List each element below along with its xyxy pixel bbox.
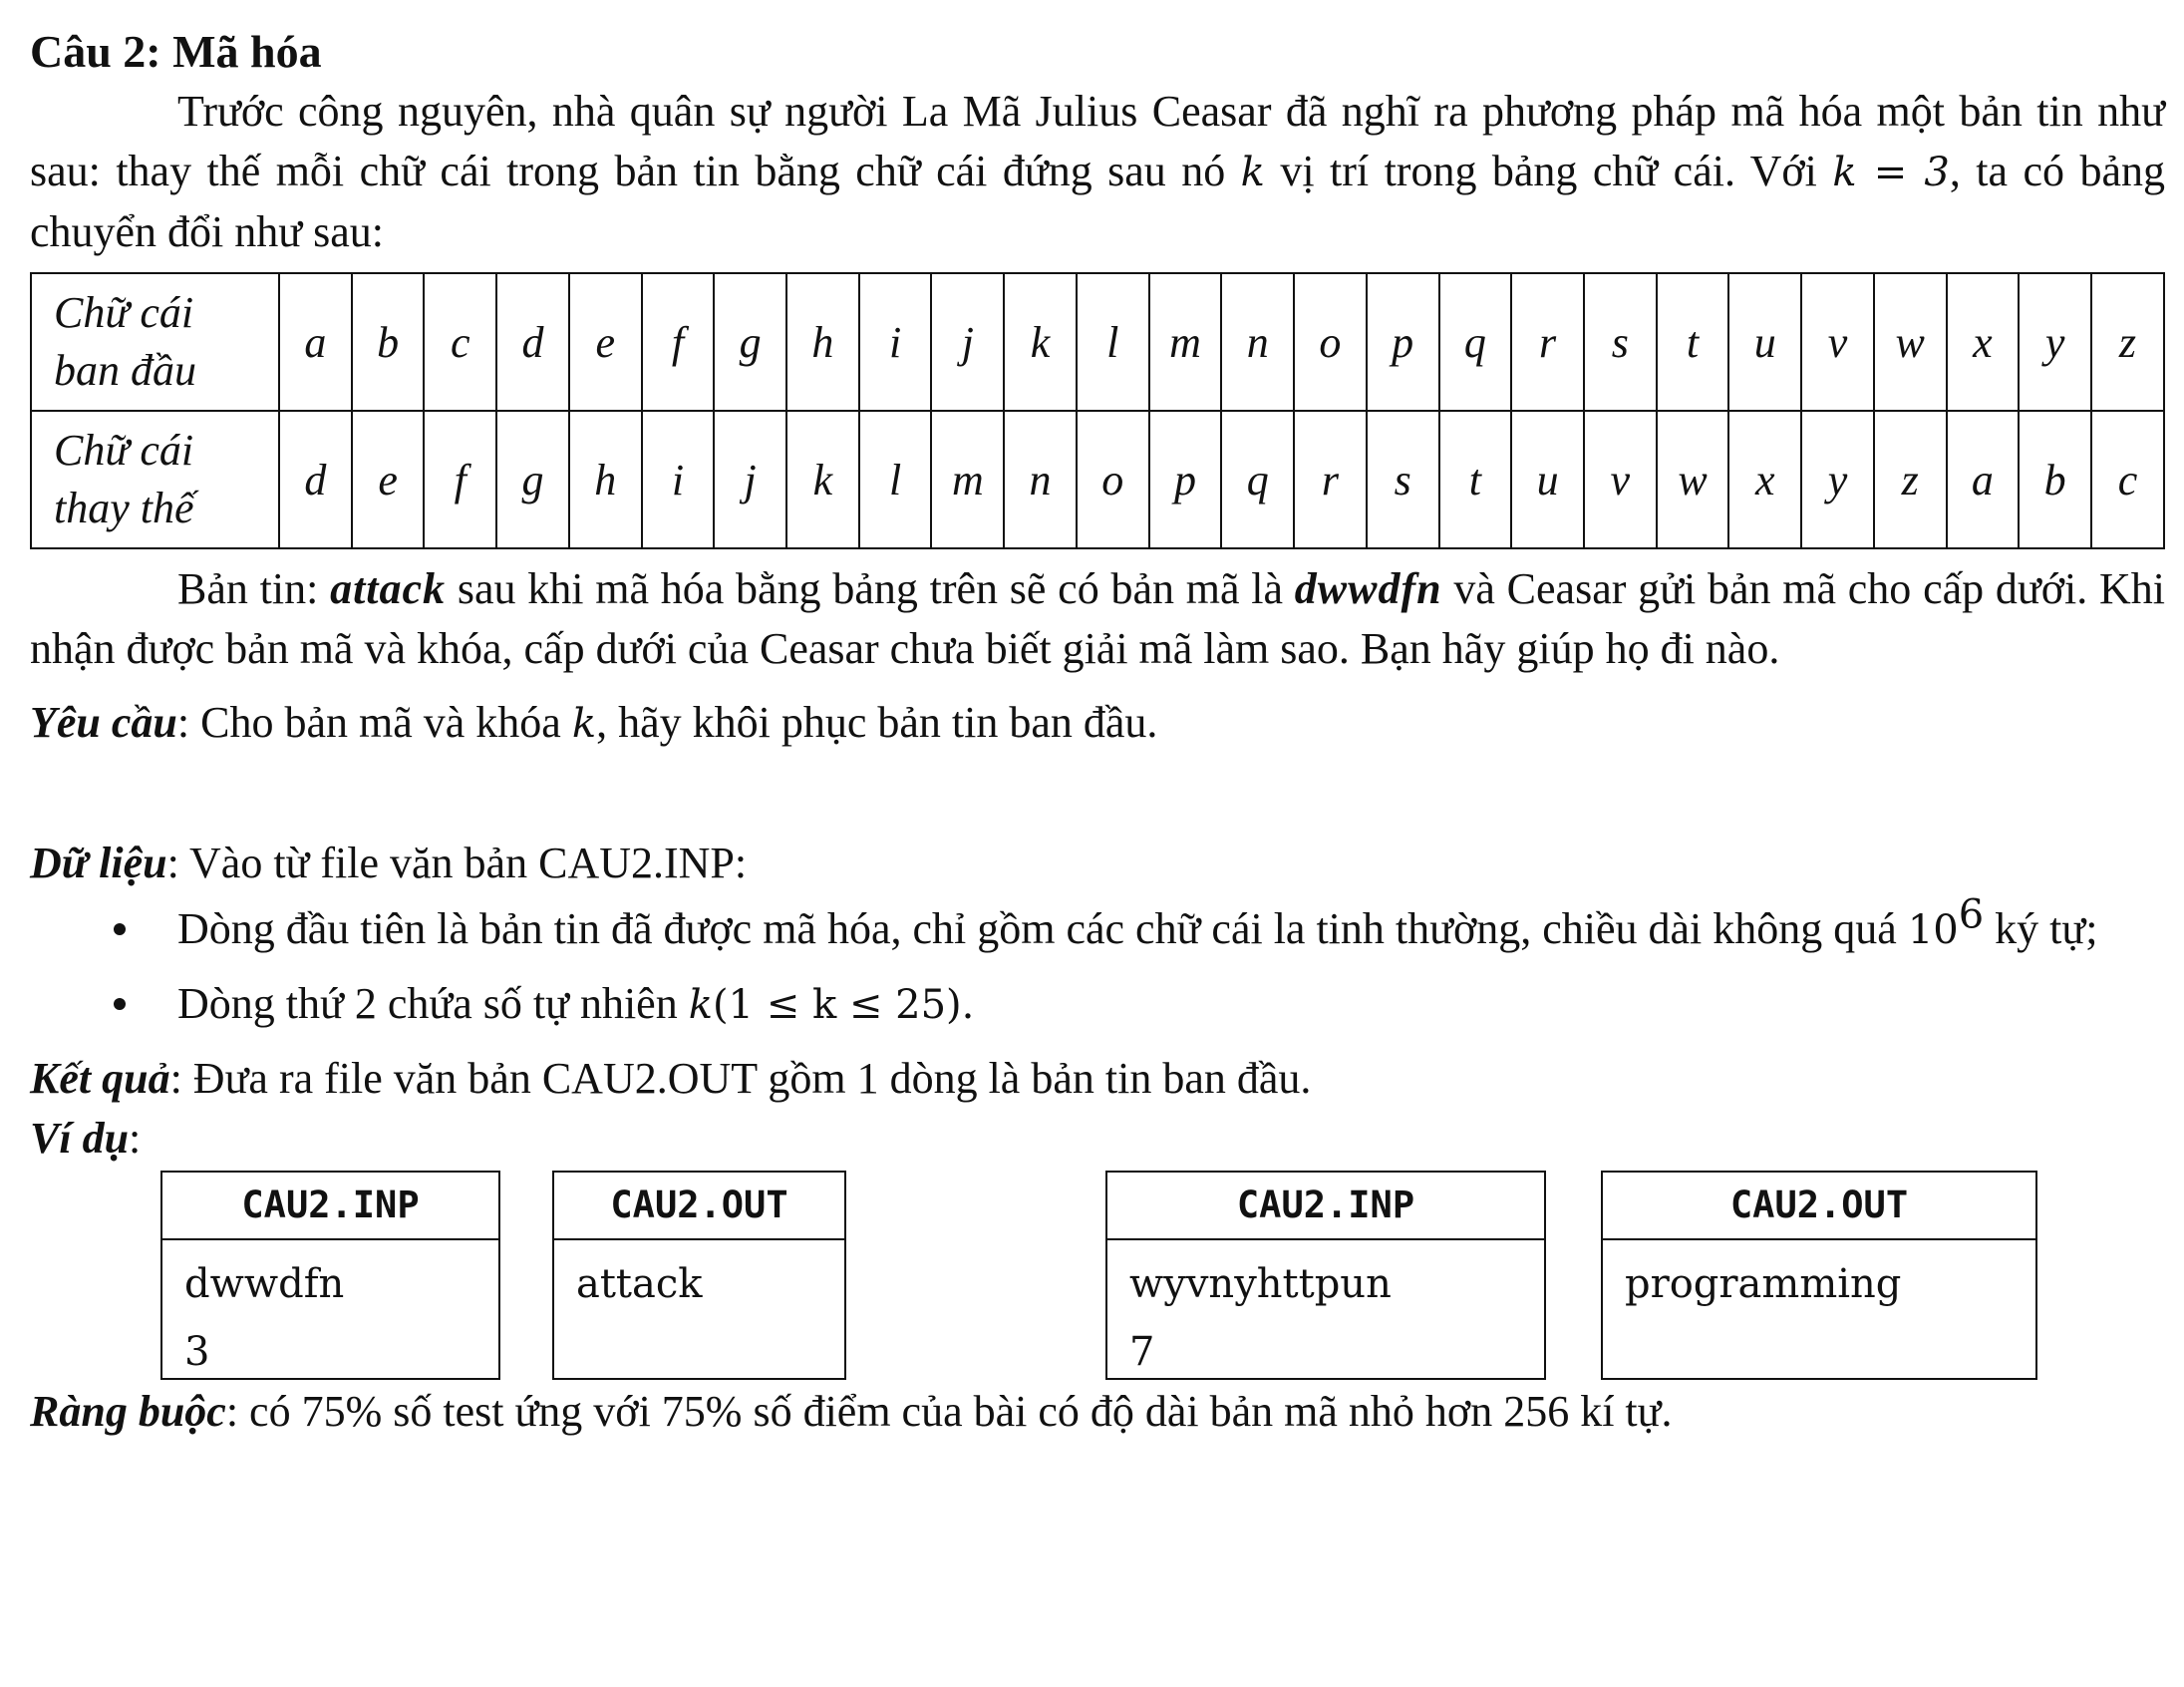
replaced-letter-cell: c (2091, 411, 2164, 548)
k-equation: k = 3 (1832, 150, 1950, 195)
original-letter-cell: r (1511, 273, 1584, 411)
original-letter-cell: q (1439, 273, 1512, 411)
bullet-icon (114, 998, 126, 1010)
replaced-letter-cell: f (424, 411, 496, 548)
replaced-letter-cell: q (1221, 411, 1294, 548)
original-letter-cell: e (569, 273, 642, 411)
replaced-letter-cell: g (496, 411, 569, 548)
result-paragraph: Kết quả: Đưa ra file văn bản CAU2.OUT gồm 1 dòng là bản tin ban đầu. (30, 1054, 1312, 1103)
requirement-paragraph: Yêu cầu: Cho bản mã và khóa k, hãy khôi phục bản tin ban đầu. (30, 698, 1158, 747)
example-input-box-2: CAU2.INP wyvnyhttpun 7 (1105, 1171, 1546, 1380)
problem-page (30, 22, 2165, 1442)
example-output-box-1: CAU2.OUT attack (552, 1171, 846, 1380)
problem-title: Câu 2: Mã hóa (30, 26, 322, 77)
replaced-letter-cell: n (1004, 411, 1077, 548)
message-paragraph: Bản tin: attack sau khi mã hóa bằng bảng trên sẽ có bản mã là dwwdfn và Ceasar gửi bản mã cho cấp dưới. Khi nhận được bản mã và khóa, cấp dưới của Ceasar chưa biết giải mã làm sao. Bạn hãy giúp họ đi nào. (30, 564, 2165, 673)
original-letter-cell: d (496, 273, 569, 411)
original-letter-cell: x (1947, 273, 2020, 411)
k-symbol: k (1240, 150, 1265, 195)
replaced-letter-cell: p (1149, 411, 1222, 548)
replaced-letter-cell: y (1801, 411, 1874, 548)
original-letter-cell: k (1004, 273, 1077, 411)
example-box-title: CAU2.OUT (1603, 1173, 2035, 1240)
replaced-letter-cell: h (569, 411, 642, 548)
replaced-letter-cell: e (352, 411, 425, 548)
input-spec-list (30, 891, 2165, 1035)
replaced-letter-cell: k (786, 411, 859, 548)
original-letter-cell: g (714, 273, 786, 411)
original-letter-cell: o (1294, 273, 1367, 411)
replaced-letter-cell: v (1584, 411, 1657, 548)
original-letter-cell: n (1221, 273, 1294, 411)
intro-text-1: Trước công nguyên, nhà quân sự người La Mã Julius Ceasar đã nghĩ ra phương pháp mã hóa một bản tin như sau: thay thế mỗi chữ cái trong bản tin bằng chữ cái đứng sau nó (30, 87, 2165, 195)
list-item: Dòng thứ 2 chứa số tự nhiên k(1 ≤ k ≤ 25). (30, 974, 2165, 1035)
original-letter-cell: w (1874, 273, 1947, 411)
replaced-row-header: Chữ cái thay thế (31, 411, 279, 548)
example-input-box-1: CAU2.INP dwwdfn 3 (160, 1171, 500, 1380)
replaced-letter-cell: o (1077, 411, 1149, 548)
original-letter-cell: u (1728, 273, 1801, 411)
original-letter-cell: h (786, 273, 859, 411)
original-letter-cell: v (1801, 273, 1874, 411)
example-box-title: CAU2.OUT (554, 1173, 844, 1240)
original-letter-cell: c (424, 273, 496, 411)
data-paragraph: Dữ liệu: Vào từ file văn bản CAU2.INP: (30, 839, 748, 887)
replaced-letter-cell: l (859, 411, 932, 548)
replaced-letter-cell: i (642, 411, 715, 548)
original-letter-cell: i (859, 273, 932, 411)
original-letter-cell: l (1077, 273, 1149, 411)
intro-text-3: , ta có bảng chuyển đổi như sau: (30, 147, 2165, 256)
replaced-letters-row (31, 411, 2164, 548)
data-label: Dữ liệu (30, 839, 167, 887)
example-output-box-2: CAU2.OUT programming (1601, 1171, 2037, 1380)
replaced-letter-cell: z (1874, 411, 1947, 548)
replaced-letter-cell: s (1367, 411, 1439, 548)
replaced-letter-cell: w (1657, 411, 1729, 548)
replaced-letter-cell: u (1511, 411, 1584, 548)
original-letter-cell: y (2019, 273, 2091, 411)
original-letter-cell: m (1149, 273, 1222, 411)
replaced-letter-cell: r (1294, 411, 1367, 548)
replaced-letter-cell: j (714, 411, 786, 548)
bullet-icon (114, 923, 126, 935)
replaced-letter-cell: x (1728, 411, 1801, 548)
constraint-label: Ràng buộc (30, 1387, 226, 1436)
original-letters-row (31, 273, 2164, 411)
original-letter-cell: p (1367, 273, 1439, 411)
original-letter-cell: j (931, 273, 1004, 411)
examples-area (30, 1171, 2165, 1402)
list-item: Dòng đầu tiên là bản tin đã được mã hóa, chỉ gồm các chữ cái la tinh thường, chiều dài không quá 106 ký tự; (30, 899, 2165, 960)
result-label: Kết quả (30, 1054, 170, 1103)
replaced-letter-cell: a (1947, 411, 2020, 548)
example-box-title: CAU2.INP (162, 1173, 498, 1240)
replaced-letter-cell: t (1439, 411, 1512, 548)
replaced-letter-cell: b (2019, 411, 2091, 548)
plain-word: attack (330, 564, 447, 613)
original-letter-cell: s (1584, 273, 1657, 411)
original-letter-cell: b (352, 273, 425, 411)
original-letter-cell: f (642, 273, 715, 411)
requirement-label: Yêu cầu (30, 698, 177, 747)
original-row-header: Chữ cái ban đầu (31, 273, 279, 411)
original-letter-cell: a (279, 273, 352, 411)
replaced-letter-cell: d (279, 411, 352, 548)
example-box-title: CAU2.INP (1107, 1173, 1544, 1240)
replaced-letter-cell: m (931, 411, 1004, 548)
cipher-word: dwwdfn (1294, 564, 1442, 613)
cipher-table (30, 272, 2165, 549)
intro-text-2: vị trí trong bảng chữ cái. Với (1264, 147, 1833, 195)
intro-paragraph (30, 82, 2165, 262)
constraint-paragraph: Ràng buộc: có 75% số test ứng với 75% số điểm của bài có độ dài bản mã nhỏ hơn 256 kí tự. (30, 1387, 1673, 1436)
original-letter-cell: t (1657, 273, 1729, 411)
original-letter-cell: z (2091, 273, 2164, 411)
example-heading: Ví dụ: (30, 1114, 142, 1163)
